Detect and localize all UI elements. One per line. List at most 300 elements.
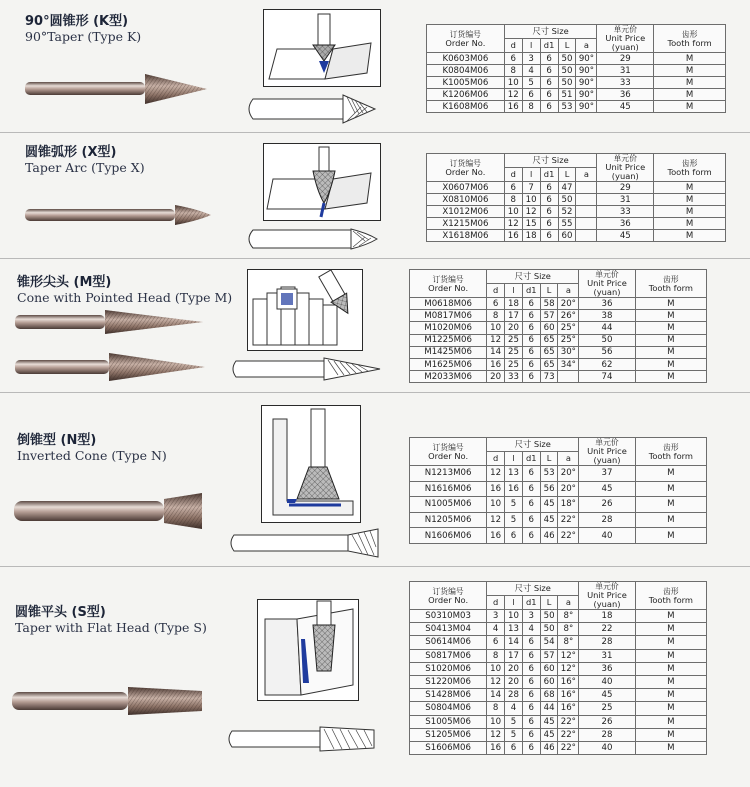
header-l: l	[522, 168, 540, 182]
header-d: d	[504, 168, 522, 182]
cell-order-no: K0804M06	[427, 65, 505, 77]
cell-d1: 6	[522, 466, 540, 482]
title-cn: 锥形尖头 (M型)	[17, 275, 112, 290]
cell-unit-price: 38	[579, 310, 635, 322]
cell-tooth-form: M	[654, 194, 726, 206]
usage-diagram-n	[261, 405, 361, 523]
cell-angle: 20°	[558, 466, 579, 482]
cell-angle: 20°	[558, 481, 579, 497]
cell-order-no: S1205M06	[410, 728, 487, 741]
cell-angle: 90°	[576, 53, 597, 65]
cell-tooth-form: M	[635, 636, 706, 649]
cell-d: 10	[487, 322, 505, 334]
table-row	[427, 101, 726, 113]
header-tooth-form	[635, 270, 706, 298]
section-type-m	[0, 258, 750, 393]
cell-unit-price: 62	[579, 358, 635, 370]
section-type-x	[0, 132, 750, 259]
cell-l: 15	[522, 218, 540, 230]
cell-unit-price: 22	[579, 623, 635, 636]
header-price-en: Unit Price	[587, 278, 627, 288]
cell-unit-price: 45	[597, 230, 654, 242]
header-order-en: Order No.	[445, 166, 486, 177]
cell-angle: 25°	[558, 322, 579, 334]
cell-d1: 6	[522, 322, 540, 334]
header-l: l	[505, 452, 523, 466]
cell-d: 12	[487, 512, 505, 528]
cell-d1: 6	[522, 715, 540, 728]
cell-d1: 6	[522, 310, 540, 322]
cell-L-length: 60	[540, 322, 558, 334]
title-en: Cone with Pointed Head (Type M)	[17, 290, 233, 305]
header-a: a	[558, 452, 579, 466]
cell-order-no: N1606M06	[410, 528, 487, 544]
tool-photo-n	[14, 493, 214, 531]
cell-l: 5	[505, 512, 523, 528]
cell-d: 8	[487, 702, 505, 715]
table-row	[410, 310, 707, 322]
cell-d1: 6	[522, 298, 540, 310]
cell-angle: 16°	[558, 702, 579, 715]
header-L-length: L	[558, 168, 576, 182]
header-unit-price	[597, 25, 654, 53]
cell-d1: 6	[540, 218, 558, 230]
cell-l: 12	[522, 206, 540, 218]
table-row	[410, 741, 707, 754]
cell-tooth-form: M	[635, 689, 706, 702]
cell-unit-price: 28	[579, 512, 635, 528]
cell-d1: 6	[522, 689, 540, 702]
cell-l: 3	[522, 53, 540, 65]
header-tooth-form	[635, 438, 706, 466]
cell-angle: 20°	[558, 298, 579, 310]
cell-tooth-form: M	[635, 675, 706, 688]
cell-order-no: K0603M06	[427, 53, 505, 65]
cell-d: 16	[487, 358, 505, 370]
header-tooth-en: Tooth form	[648, 594, 693, 605]
table-row	[410, 728, 707, 741]
header-tooth-cn: 齿形	[663, 586, 679, 596]
cell-unit-price: 31	[597, 194, 654, 206]
cell-L-length: 53	[558, 101, 576, 113]
cell-angle	[576, 194, 597, 206]
header-tooth-form	[654, 25, 726, 53]
section-type-n	[0, 392, 750, 567]
cell-tooth-form: M	[654, 230, 726, 242]
header-order-cn: 订货编号	[432, 586, 464, 596]
cell-d1: 6	[540, 194, 558, 206]
cell-angle: 30°	[558, 346, 579, 358]
cell-d1: 6	[522, 334, 540, 346]
cell-l: 8	[522, 101, 540, 113]
cell-unit-price: 31	[579, 649, 635, 662]
cell-L-length: 45	[540, 497, 558, 513]
cell-L-length: 50	[558, 77, 576, 89]
cell-angle: 22°	[558, 741, 579, 754]
cell-unit-price: 26	[579, 497, 635, 513]
cell-d: 12	[487, 466, 505, 482]
cell-d1: 6	[540, 206, 558, 218]
tool-sketch-n	[226, 527, 382, 561]
table-row	[427, 230, 726, 242]
cell-L-length: 45	[540, 512, 558, 528]
header-order-en: Order No.	[428, 450, 469, 461]
cell-d1: 6	[522, 728, 540, 741]
cell-l: 20	[505, 322, 523, 334]
cell-l: 18	[522, 230, 540, 242]
cell-l: 28	[505, 689, 523, 702]
cell-unit-price: 25	[579, 702, 635, 715]
cell-l: 6	[505, 741, 523, 754]
cell-L-length: 68	[540, 689, 558, 702]
cell-unit-price: 56	[579, 346, 635, 358]
cell-unit-price: 33	[597, 77, 654, 89]
section-title	[17, 433, 167, 463]
header-size: 尺寸 Size	[504, 154, 597, 168]
header-price-unit: (yuan)	[611, 171, 639, 181]
tool-photo-x	[25, 199, 220, 233]
cell-angle: 22°	[558, 512, 579, 528]
table-row	[410, 358, 707, 370]
cell-d1: 4	[522, 623, 540, 636]
cell-d1: 6	[540, 101, 558, 113]
tool-photo-m-1	[15, 307, 215, 337]
header-tooth-cn: 齿形	[663, 274, 679, 284]
usage-diagram-k	[263, 9, 381, 87]
header-unit-price	[579, 582, 635, 610]
header-price-unit: (yuan)	[611, 42, 639, 52]
header-size: 尺寸 Size	[487, 438, 579, 452]
cell-order-no: S0413M04	[410, 623, 487, 636]
cell-d1: 3	[522, 610, 540, 623]
cell-d1: 6	[522, 741, 540, 754]
cell-d: 16	[487, 741, 505, 754]
cell-order-no: K1206M06	[427, 89, 505, 101]
cell-order-no: X1618M06	[427, 230, 505, 242]
cell-tooth-form: M	[635, 728, 706, 741]
cell-order-no: N1205M06	[410, 512, 487, 528]
table-row	[427, 53, 726, 65]
cell-d1: 6	[522, 512, 540, 528]
cell-tooth-form: M	[654, 53, 726, 65]
cell-d: 8	[504, 194, 522, 206]
header-size: 尺寸 Size	[487, 582, 579, 596]
cell-d: 12	[487, 334, 505, 346]
cell-l: 13	[505, 466, 523, 482]
cell-l: 25	[505, 358, 523, 370]
tool-sketch-x	[243, 225, 383, 255]
header-tooth-en: Tooth form	[667, 166, 712, 177]
cell-d: 6	[487, 636, 505, 649]
cell-d1: 6	[522, 528, 540, 544]
cell-order-no: S0614M06	[410, 636, 487, 649]
cell-L-length: 55	[558, 218, 576, 230]
cell-d: 6	[504, 53, 522, 65]
cell-d: 8	[504, 65, 522, 77]
header-unit-price	[579, 438, 635, 466]
cell-l: 17	[505, 649, 523, 662]
cell-L-length: 50	[540, 623, 558, 636]
cell-d: 14	[487, 346, 505, 358]
cell-unit-price: 29	[597, 53, 654, 65]
header-L-length: L	[558, 39, 576, 53]
cell-unit-price: 37	[579, 466, 635, 482]
cell-unit-price: 45	[597, 101, 654, 113]
table-row	[410, 662, 707, 675]
cell-unit-price: 36	[597, 89, 654, 101]
table-row	[410, 346, 707, 358]
header-l: l	[505, 284, 523, 298]
cell-L-length: 53	[540, 466, 558, 482]
cell-L-length: 65	[540, 334, 558, 346]
section-type-s	[0, 566, 750, 787]
cell-unit-price: 26	[579, 715, 635, 728]
cell-order-no: M0618M06	[410, 298, 487, 310]
cell-unit-price: 44	[579, 322, 635, 334]
header-order-cn: 订货编号	[432, 274, 464, 284]
cell-order-no: K1608M06	[427, 101, 505, 113]
header-size: 尺寸 Size	[487, 270, 579, 284]
header-tooth-form	[635, 582, 706, 610]
cell-tooth-form: M	[635, 298, 706, 310]
cell-L-length: 44	[540, 702, 558, 715]
tool-photo-k	[25, 68, 220, 114]
cell-d1: 6	[522, 662, 540, 675]
header-a: a	[558, 284, 579, 298]
cell-l: 5	[505, 728, 523, 741]
cell-L-length: 56	[540, 481, 558, 497]
cell-unit-price: 50	[579, 334, 635, 346]
cell-unit-price: 33	[597, 206, 654, 218]
header-tooth-en: Tooth form	[648, 450, 693, 461]
cell-order-no: M1020M06	[410, 322, 487, 334]
header-unit-price	[597, 154, 654, 182]
tool-sketch-m	[228, 355, 386, 385]
cell-tooth-form: M	[635, 334, 706, 346]
cell-l: 25	[505, 334, 523, 346]
cell-l: 5	[522, 77, 540, 89]
cell-unit-price: 31	[597, 65, 654, 77]
header-order-en: Order No.	[428, 282, 469, 293]
cell-d1: 6	[540, 182, 558, 194]
section-title	[17, 275, 232, 305]
cell-tooth-form: M	[654, 218, 726, 230]
header-order-en: Order No.	[445, 37, 486, 48]
tool-sketch-s	[224, 721, 384, 757]
cell-L-length: 45	[540, 715, 558, 728]
cell-tooth-form: M	[635, 322, 706, 334]
header-order-no	[410, 438, 487, 466]
header-d1: d1	[522, 452, 540, 466]
cell-order-no: X0810M06	[427, 194, 505, 206]
spec-table-n	[409, 437, 707, 544]
cell-tooth-form: M	[635, 497, 706, 513]
cell-L-length: 50	[540, 610, 558, 623]
cell-angle: 90°	[576, 89, 597, 101]
cell-order-no: S0310M03	[410, 610, 487, 623]
cell-order-no: S1220M06	[410, 675, 487, 688]
table-row	[427, 194, 726, 206]
cell-order-no: S1020M06	[410, 662, 487, 675]
header-d1: d1	[540, 168, 558, 182]
cell-L-length: 46	[540, 741, 558, 754]
cell-d1: 6	[522, 346, 540, 358]
cell-angle	[576, 218, 597, 230]
header-order-no	[427, 25, 505, 53]
spec-table-x	[426, 153, 726, 242]
cell-d: 12	[504, 218, 522, 230]
table-row	[427, 77, 726, 89]
cell-d: 12	[504, 89, 522, 101]
cell-tooth-form: M	[635, 610, 706, 623]
header-d: d	[504, 39, 522, 53]
cell-angle	[576, 230, 597, 242]
cell-unit-price: 40	[579, 528, 635, 544]
table-row	[410, 497, 707, 513]
cell-d: 8	[487, 310, 505, 322]
cell-tooth-form: M	[635, 310, 706, 322]
cell-l: 16	[505, 481, 523, 497]
cell-L-length: 54	[540, 636, 558, 649]
cell-angle	[576, 206, 597, 218]
cell-order-no: S0804M06	[410, 702, 487, 715]
header-price-unit: (yuan)	[593, 455, 621, 465]
section-type-k	[0, 0, 750, 132]
cell-d1: 6	[540, 230, 558, 242]
header-price-cn: 单元价	[613, 154, 637, 163]
cell-d1: 6	[522, 702, 540, 715]
cell-d1: 6	[522, 497, 540, 513]
cell-order-no: N1213M06	[410, 466, 487, 482]
header-a: a	[576, 168, 597, 182]
cell-unit-price: 18	[579, 610, 635, 623]
header-L-length: L	[540, 596, 558, 610]
cell-tooth-form: M	[635, 358, 706, 370]
header-price-en: Unit Price	[605, 162, 646, 172]
cell-unit-price: 45	[579, 481, 635, 497]
header-L-length: L	[540, 452, 558, 466]
cell-tooth-form: M	[635, 662, 706, 675]
table-row	[410, 466, 707, 482]
cell-L-length: 45	[540, 728, 558, 741]
header-tooth-en: Tooth form	[648, 282, 693, 293]
cell-tooth-form: M	[654, 77, 726, 89]
cell-L-length: 52	[558, 206, 576, 218]
cell-L-length: 58	[540, 298, 558, 310]
header-price-en: Unit Price	[587, 590, 627, 600]
cell-d: 8	[487, 649, 505, 662]
cell-d: 16	[487, 481, 505, 497]
cell-unit-price: 40	[579, 741, 635, 754]
spec-table-m	[409, 269, 707, 383]
table-row	[410, 715, 707, 728]
header-order-cn: 订货编号	[449, 158, 481, 168]
cell-tooth-form: M	[635, 528, 706, 544]
cell-tooth-form: M	[635, 466, 706, 482]
header-d: d	[487, 596, 505, 610]
title-cn: 90°圆锥形 (K型)	[25, 14, 129, 29]
cell-d: 10	[487, 497, 505, 513]
section-title	[15, 605, 207, 635]
cell-tooth-form: M	[635, 371, 706, 383]
title-en: Taper with Flat Head (Type S)	[15, 620, 207, 635]
header-tooth-form	[654, 154, 726, 182]
cell-angle: 16°	[558, 689, 579, 702]
cell-l: 6	[505, 528, 523, 544]
table-row	[410, 636, 707, 649]
cell-l: 5	[505, 715, 523, 728]
header-l: l	[505, 596, 523, 610]
cell-d1: 6	[522, 371, 540, 383]
header-d1: d1	[522, 284, 540, 298]
cell-l: 20	[505, 675, 523, 688]
table-row	[410, 623, 707, 636]
header-d1: d1	[522, 596, 540, 610]
cell-l: 10	[505, 610, 523, 623]
cell-angle	[558, 371, 579, 383]
cell-angle: 16°	[558, 675, 579, 688]
cell-l: 20	[505, 662, 523, 675]
usage-diagram-s	[257, 599, 359, 701]
section-title	[25, 145, 145, 175]
cell-d1: 6	[522, 481, 540, 497]
usage-diagram-m	[247, 269, 363, 351]
cell-d1: 6	[522, 649, 540, 662]
cell-unit-price: 29	[597, 182, 654, 194]
cell-unit-price: 74	[579, 371, 635, 383]
cell-d: 14	[487, 689, 505, 702]
cell-d: 12	[487, 728, 505, 741]
cell-tooth-form: M	[654, 182, 726, 194]
cell-unit-price: 36	[579, 298, 635, 310]
header-order-no	[410, 582, 487, 610]
cell-order-no: S1606M06	[410, 741, 487, 754]
table-row	[410, 702, 707, 715]
cell-angle: 12°	[558, 662, 579, 675]
header-tooth-cn: 齿形	[681, 29, 698, 39]
table-row	[410, 528, 707, 544]
cell-d: 16	[504, 101, 522, 113]
section-title	[25, 14, 141, 44]
cell-order-no: M0817M06	[410, 310, 487, 322]
cell-angle: 8°	[558, 610, 579, 623]
cell-angle: 90°	[576, 77, 597, 89]
title-en: Taper Arc (Type X)	[25, 160, 145, 175]
spec-table-k	[426, 24, 726, 113]
cell-order-no: M1225M06	[410, 334, 487, 346]
title-cn: 倒锥型 (N型)	[17, 433, 97, 448]
header-tooth-en: Tooth form	[667, 37, 712, 48]
title-cn: 圆锥平头 (S型)	[15, 605, 106, 620]
table-row	[410, 512, 707, 528]
cell-d1: 6	[522, 358, 540, 370]
header-a: a	[576, 39, 597, 53]
table-row	[427, 206, 726, 218]
cell-L-length: 65	[540, 358, 558, 370]
tool-photo-s	[12, 681, 212, 721]
header-price-en: Unit Price	[605, 33, 646, 43]
cell-L-length: 60	[558, 230, 576, 242]
table-row	[410, 298, 707, 310]
title-en: Inverted Cone (Type N)	[17, 448, 167, 463]
cell-L-length: 60	[540, 675, 558, 688]
cell-d: 4	[487, 623, 505, 636]
table-row	[427, 218, 726, 230]
header-price-cn: 单元价	[613, 25, 637, 34]
cell-l: 25	[505, 346, 523, 358]
header-order-no	[427, 154, 505, 182]
title-cn: 圆锥弧形 (X型)	[25, 145, 117, 160]
